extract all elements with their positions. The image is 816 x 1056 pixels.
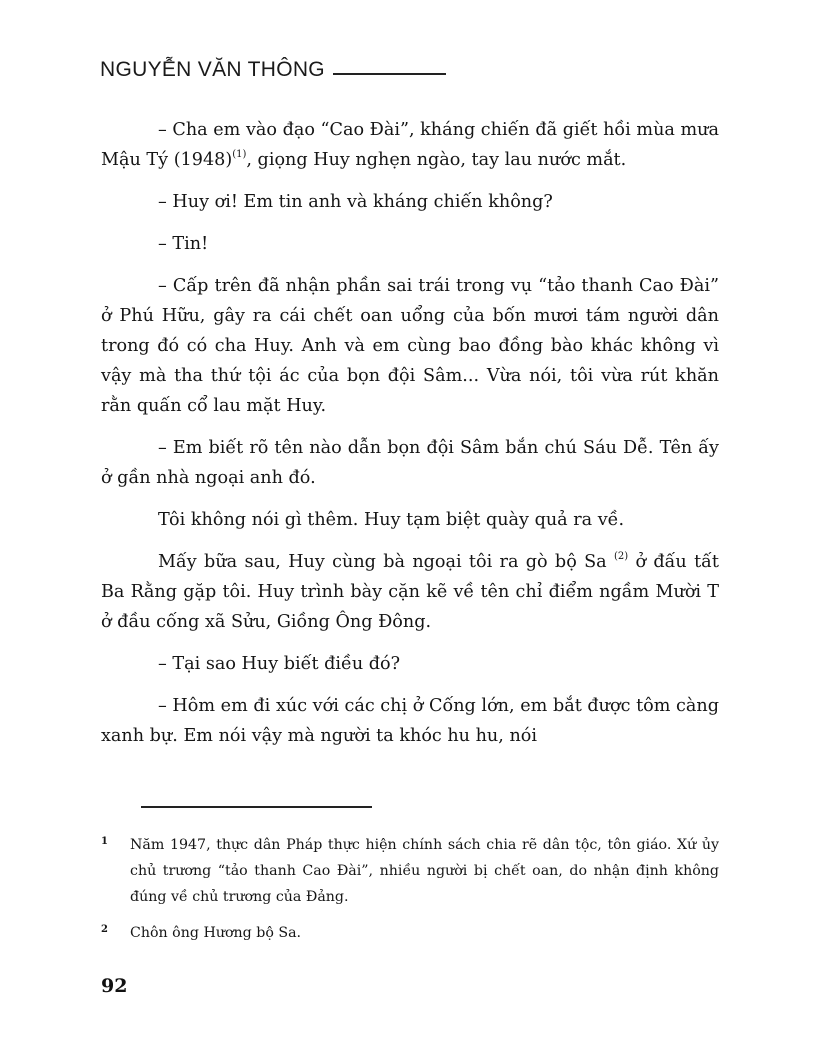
paragraph: – Huy ơi! Em tin anh và kháng chiến không?: [158, 192, 553, 212]
paragraph: – Tin!: [158, 234, 209, 254]
body-text: [101, 115, 719, 751]
paragraph-text: – Cha em vào đạo “Cao Đài”, kháng chiến đã giết hồi mùa mưa Mậu Tý (1948): [101, 120, 719, 170]
footnote-separator: [141, 806, 372, 808]
paragraph: [101, 547, 719, 637]
paragraph: – Tại sao Huy biết điều đó?: [158, 654, 401, 674]
running-title: NGUYỄN VĂN THÔNG: [100, 58, 325, 81]
paragraph-text: ở đấu tất Ba Rằng gặp tôi. Huy trình bày cặn kẽ về tên chỉ điểm ngầm Mười T ở đầu cống xã Sửu, Giồng Ông Đông.: [101, 552, 720, 632]
running-header: [100, 58, 446, 82]
footnote: [101, 832, 719, 910]
footnote-ref[interactable]: (1): [232, 149, 247, 160]
footnotes: [101, 832, 719, 956]
footnote-number: 2: [101, 924, 108, 935]
paragraph-text: Mấy bữa sau, Huy cùng bà ngoại tôi ra gò bộ Sa: [158, 552, 607, 572]
paragraph: – Em biết rõ tên nào dẫn bọn đội Sâm bắn chú Sáu Dễ. Tên ấy ở gần nhà ngoại anh đó.: [101, 438, 719, 488]
page-number: 92: [101, 975, 128, 997]
footnote-number: 1: [101, 836, 108, 847]
footnote-text: Chôn ông Hương bộ Sa.: [130, 925, 302, 941]
paragraph: Tôi không nói gì thêm. Huy tạm biệt quày quả ra về.: [158, 510, 625, 530]
footnote: [101, 920, 719, 946]
footnote-text: Năm 1947, thực dân Pháp thực hiện chính sách chia rẽ dân tộc, tôn giáo. Xứ ủy chủ trương “tảo thanh Cao Đài”, nhiều người bị chết oan, do nhận định không đúng về chủ trương của Đảng.: [130, 837, 719, 905]
paragraph: – Cấp trên đã nhận phần sai trái trong vụ “tảo thanh Cao Đài” ở Phú Hữu, gây ra cái chết oan uổng của bốn mươi tám người dân trong đó có cha Huy. Anh và em cùng bao đồng bào khác không vì vậy mà tha thứ tội ác của bọn đội Sâm... Vừa nói, tôi vừa rút khăn rằn quấn cổ lau mặt Huy.: [101, 276, 719, 416]
paragraph-text: , giọng Huy nghẹn ngào, tay lau nước mắt.: [246, 150, 627, 170]
paragraph: – Hôm em đi xúc với các chị ở Cống lớn, em bắt được tôm càng xanh bự. Em nói vậy mà người ta khóc hu hu, nói: [101, 696, 719, 746]
header-rule: [333, 73, 446, 75]
footnote-ref[interactable]: (2): [613, 551, 629, 562]
paragraph: [101, 115, 719, 175]
